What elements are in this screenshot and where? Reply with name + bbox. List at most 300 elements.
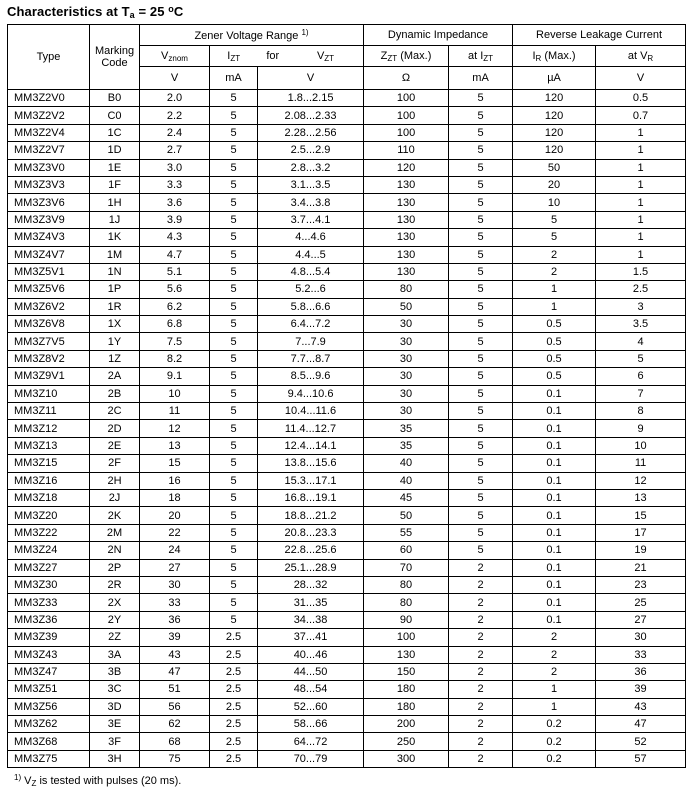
cell-at-izt: 5 <box>449 263 513 280</box>
cell-vzt-range: 1.8...2.15 <box>258 90 364 107</box>
cell-at-vr: 0.5 <box>596 90 686 107</box>
col-header-ir-max <box>513 46 596 67</box>
cell-vzt-range: 40...46 <box>258 646 364 663</box>
table-row <box>8 263 686 280</box>
cell-vznom: 33 <box>140 594 210 611</box>
cell-vzt-range: 22.8...25.6 <box>258 542 364 559</box>
cell-ir-max: 2 <box>513 246 596 263</box>
cell-type: MM3Z24 <box>8 542 90 559</box>
cell-marking-code: B0 <box>90 90 140 107</box>
ir-subscript: R <box>535 53 542 63</box>
cell-izt: 5 <box>210 333 258 350</box>
cell-type: MM3Z43 <box>8 646 90 663</box>
cell-izt: 5 <box>210 90 258 107</box>
cell-vznom: 2.7 <box>140 142 210 159</box>
col-group-reverse-leakage-current: Reverse Leakage Current <box>513 25 686 46</box>
cell-ir-max: 5 <box>513 211 596 228</box>
table-row <box>8 594 686 611</box>
cell-type: MM3Z2V4 <box>8 124 90 141</box>
cell-ir-max: 1 <box>513 298 596 315</box>
cell-zzt-max: 50 <box>364 507 449 524</box>
cell-zzt-max: 30 <box>364 333 449 350</box>
cell-at-vr: 8 <box>596 403 686 420</box>
cell-vznom: 18 <box>140 489 210 506</box>
cell-marking-code: 2Z <box>90 629 140 646</box>
cell-izt: 5 <box>210 124 258 141</box>
table-row <box>8 368 686 385</box>
table-row <box>8 420 686 437</box>
cell-marking-code: 1R <box>90 298 140 315</box>
cell-izt: 5 <box>210 472 258 489</box>
cell-izt: 5 <box>210 524 258 541</box>
cell-ir-max: 0.1 <box>513 576 596 593</box>
cell-vzt-range: 3.1...3.5 <box>258 176 364 193</box>
col-header-zzt-max <box>364 46 449 67</box>
cell-vznom: 6.8 <box>140 316 210 333</box>
cell-vzt-range: 5.2...6 <box>258 281 364 298</box>
table-row <box>8 611 686 628</box>
cell-marking-code: 2E <box>90 437 140 454</box>
cell-zzt-max: 200 <box>364 716 449 733</box>
table-row <box>8 646 686 663</box>
cell-vznom: 12 <box>140 420 210 437</box>
cell-type: MM3Z5V6 <box>8 281 90 298</box>
cell-at-izt: 5 <box>449 489 513 506</box>
cell-type: MM3Z12 <box>8 420 90 437</box>
cell-izt: 5 <box>210 194 258 211</box>
cell-zzt-max: 60 <box>364 542 449 559</box>
cell-at-vr: 15 <box>596 507 686 524</box>
cell-at-vr: 11 <box>596 455 686 472</box>
table-row <box>8 246 686 263</box>
cell-at-vr: 4 <box>596 333 686 350</box>
cell-izt: 5 <box>210 594 258 611</box>
cell-marking-code: 1P <box>90 281 140 298</box>
footnote-vz-subscript: Z <box>31 779 37 789</box>
table-row <box>8 194 686 211</box>
cell-at-izt: 5 <box>449 159 513 176</box>
cell-marking-code: C0 <box>90 107 140 124</box>
cell-type: MM3Z4V7 <box>8 246 90 263</box>
cell-at-vr: 2.5 <box>596 281 686 298</box>
cell-at-vr: 1 <box>596 211 686 228</box>
cell-izt: 5 <box>210 455 258 472</box>
table-row <box>8 159 686 176</box>
cell-ir-max: 0.1 <box>513 437 596 454</box>
cell-marking-code: 1E <box>90 159 140 176</box>
cell-at-izt: 5 <box>449 420 513 437</box>
cell-type: MM3Z6V8 <box>8 316 90 333</box>
cell-ir-max: 1 <box>513 281 596 298</box>
cell-type: MM3Z75 <box>8 750 90 767</box>
table-row <box>8 542 686 559</box>
cell-vzt-range: 9.4...10.6 <box>258 385 364 402</box>
table-row <box>8 663 686 680</box>
cell-vznom: 5.6 <box>140 281 210 298</box>
cell-at-izt: 5 <box>449 124 513 141</box>
cell-marking-code: 2B <box>90 385 140 402</box>
cell-type: MM3Z3V3 <box>8 176 90 193</box>
cell-vzt-range: 70...79 <box>258 750 364 767</box>
cell-ir-max: 1 <box>513 681 596 698</box>
cell-at-vr: 39 <box>596 681 686 698</box>
zzt-symbol: Z <box>380 49 388 62</box>
cell-zzt-max: 100 <box>364 90 449 107</box>
cell-type: MM3Z68 <box>8 733 90 750</box>
col-group-dynamic-impedance: Dynamic Impedance <box>364 25 513 46</box>
cell-at-vr: 3 <box>596 298 686 315</box>
cell-marking-code: 1Y <box>90 333 140 350</box>
cell-izt: 5 <box>210 263 258 280</box>
cell-vznom: 3.9 <box>140 211 210 228</box>
cell-at-vr: 3.5 <box>596 316 686 333</box>
at-vr-symbol: at V <box>627 49 648 62</box>
at-vr-subscript: R <box>647 53 654 63</box>
cell-at-izt: 2 <box>449 698 513 715</box>
cell-izt: 2.5 <box>210 663 258 680</box>
cell-vzt-range: 2.8...3.2 <box>258 159 364 176</box>
cell-ir-max: 0.2 <box>513 750 596 767</box>
cell-vzt-range: 7.7...8.7 <box>258 350 364 367</box>
cell-izt: 2.5 <box>210 750 258 767</box>
cell-vzt-range: 3.4...3.8 <box>258 194 364 211</box>
table-row <box>8 142 686 159</box>
cell-type: MM3Z33 <box>8 594 90 611</box>
cell-ir-max: 0.2 <box>513 733 596 750</box>
table-row <box>8 350 686 367</box>
cell-izt: 5 <box>210 576 258 593</box>
vznom-subscript: znom <box>168 53 188 63</box>
table-row <box>8 559 686 576</box>
cell-type: MM3Z10 <box>8 385 90 402</box>
cell-type: MM3Z18 <box>8 489 90 506</box>
cell-izt: 5 <box>210 420 258 437</box>
cell-vzt-range: 12.4...14.1 <box>258 437 364 454</box>
cell-vzt-range: 58...66 <box>258 716 364 733</box>
cell-zzt-max: 35 <box>364 437 449 454</box>
cell-at-izt: 2 <box>449 576 513 593</box>
cell-zzt-max: 110 <box>364 142 449 159</box>
cell-vznom: 68 <box>140 733 210 750</box>
cell-marking-code: 2K <box>90 507 140 524</box>
cell-vznom: 75 <box>140 750 210 767</box>
cell-vzt-range: 15.3...17.1 <box>258 472 364 489</box>
cell-at-vr: 19 <box>596 542 686 559</box>
cell-ir-max: 0.5 <box>513 316 596 333</box>
cell-zzt-max: 70 <box>364 559 449 576</box>
cell-type: MM3Z9V1 <box>8 368 90 385</box>
cell-zzt-max: 30 <box>364 350 449 367</box>
cell-at-vr: 52 <box>596 733 686 750</box>
cell-ir-max: 120 <box>513 124 596 141</box>
cell-vznom: 4.7 <box>140 246 210 263</box>
cell-marking-code: 1C <box>90 124 140 141</box>
cell-vzt-range: 10.4...11.6 <box>258 403 364 420</box>
unit-izt: mA <box>210 67 258 90</box>
cell-zzt-max: 130 <box>364 646 449 663</box>
cell-marking-code: 1F <box>90 176 140 193</box>
cell-izt: 5 <box>210 211 258 228</box>
cell-vznom: 6.2 <box>140 298 210 315</box>
cell-at-izt: 5 <box>449 333 513 350</box>
cell-at-vr: 43 <box>596 698 686 715</box>
cell-at-izt: 5 <box>449 507 513 524</box>
cell-at-vr: 21 <box>596 559 686 576</box>
cell-type: MM3Z36 <box>8 611 90 628</box>
footnote-marker: 1) <box>14 773 22 783</box>
cell-marking-code: 3D <box>90 698 140 715</box>
table-body <box>8 90 686 768</box>
col-header-izt-for-vzt <box>210 46 364 67</box>
cell-izt: 5 <box>210 229 258 246</box>
cell-marking-code: 1J <box>90 211 140 228</box>
for-label: for <box>266 49 280 62</box>
cell-marking-code: 2Y <box>90 611 140 628</box>
cell-vznom: 7.5 <box>140 333 210 350</box>
cell-at-izt: 2 <box>449 663 513 680</box>
footnote <box>14 773 687 788</box>
cell-at-izt: 5 <box>449 403 513 420</box>
cell-marking-code: 3B <box>90 663 140 680</box>
cell-type: MM3Z2V0 <box>8 90 90 107</box>
cell-vznom: 22 <box>140 524 210 541</box>
cell-vznom: 24 <box>140 542 210 559</box>
cell-vznom: 8.2 <box>140 350 210 367</box>
cell-izt: 5 <box>210 176 258 193</box>
cell-vznom: 3.0 <box>140 159 210 176</box>
cell-at-izt: 5 <box>449 90 513 107</box>
cell-vzt-range: 7...7.9 <box>258 333 364 350</box>
table-row <box>8 576 686 593</box>
cell-vznom: 5.1 <box>140 263 210 280</box>
cell-zzt-max: 130 <box>364 211 449 228</box>
table-row <box>8 385 686 402</box>
cell-at-vr: 10 <box>596 437 686 454</box>
title-temperature: = 25 <box>134 4 169 19</box>
cell-at-vr: 17 <box>596 524 686 541</box>
footnote-vz-symbol: V <box>21 775 32 788</box>
cell-zzt-max: 45 <box>364 489 449 506</box>
cell-marking-code: 3E <box>90 716 140 733</box>
cell-zzt-max: 30 <box>364 316 449 333</box>
cell-vzt-range: 25.1...28.9 <box>258 559 364 576</box>
cell-marking-code: 1D <box>90 142 140 159</box>
cell-ir-max: 1 <box>513 698 596 715</box>
cell-marking-code: 3F <box>90 733 140 750</box>
cell-type: MM3Z51 <box>8 681 90 698</box>
cell-at-izt: 5 <box>449 542 513 559</box>
cell-at-vr: 27 <box>596 611 686 628</box>
cell-at-izt: 5 <box>449 524 513 541</box>
characteristics-table <box>7 24 686 768</box>
page-title <box>7 4 687 20</box>
cell-at-vr: 1 <box>596 159 686 176</box>
col-header-marking-code: Marking Code <box>90 25 140 90</box>
cell-marking-code: 2H <box>90 472 140 489</box>
unit-vzt: V <box>258 67 364 90</box>
cell-type: MM3Z5V1 <box>8 263 90 280</box>
zener-group-label: Zener Voltage Range <box>194 30 299 42</box>
cell-zzt-max: 150 <box>364 663 449 680</box>
table-row <box>8 455 686 472</box>
cell-vznom: 20 <box>140 507 210 524</box>
cell-vzt-range: 4.8...5.4 <box>258 263 364 280</box>
cell-marking-code: 3A <box>90 646 140 663</box>
cell-zzt-max: 80 <box>364 594 449 611</box>
table-row <box>8 716 686 733</box>
cell-ir-max: 0.1 <box>513 611 596 628</box>
cell-type: MM3Z3V9 <box>8 211 90 228</box>
cell-vznom: 62 <box>140 716 210 733</box>
cell-ir-max: 0.1 <box>513 455 596 472</box>
cell-ir-max: 0.1 <box>513 385 596 402</box>
cell-ir-max: 50 <box>513 159 596 176</box>
cell-marking-code: 2R <box>90 576 140 593</box>
cell-at-izt: 5 <box>449 281 513 298</box>
table-row <box>8 437 686 454</box>
table-row <box>8 403 686 420</box>
cell-at-izt: 2 <box>449 681 513 698</box>
cell-ir-max: 0.1 <box>513 542 596 559</box>
cell-at-vr: 0.7 <box>596 107 686 124</box>
cell-izt: 5 <box>210 316 258 333</box>
cell-izt: 5 <box>210 142 258 159</box>
cell-ir-max: 0.1 <box>513 472 596 489</box>
ir-symbol: I <box>532 49 536 62</box>
cell-at-izt: 2 <box>449 750 513 767</box>
cell-marking-code: 2X <box>90 594 140 611</box>
izt-symbol: $I_{ZT}$ <box>227 49 241 63</box>
cell-type: MM3Z7V5 <box>8 333 90 350</box>
cell-marking-code: 1X <box>90 316 140 333</box>
cell-at-izt: 5 <box>449 211 513 228</box>
cell-zzt-max: 100 <box>364 629 449 646</box>
cell-izt: 5 <box>210 559 258 576</box>
cell-zzt-max: 30 <box>364 403 449 420</box>
cell-vzt-range: 6.4...7.2 <box>258 316 364 333</box>
cell-vznom: 3.6 <box>140 194 210 211</box>
cell-vzt-range: 2.08...2.33 <box>258 107 364 124</box>
cell-vzt-range: 2.28...2.56 <box>258 124 364 141</box>
cell-type: MM3Z3V0 <box>8 159 90 176</box>
cell-vzt-range: 4...4.6 <box>258 229 364 246</box>
cell-at-vr: 7 <box>596 385 686 402</box>
cell-izt: 5 <box>210 281 258 298</box>
cell-vznom: 2.4 <box>140 124 210 141</box>
cell-marking-code: 2F <box>90 455 140 472</box>
cell-vzt-range: 44...50 <box>258 663 364 680</box>
cell-ir-max: 0.1 <box>513 507 596 524</box>
table-row <box>8 733 686 750</box>
table-row <box>8 211 686 228</box>
cell-vznom: 43 <box>140 646 210 663</box>
cell-at-vr: 47 <box>596 716 686 733</box>
cell-ir-max: 0.5 <box>513 333 596 350</box>
table-row <box>8 333 686 350</box>
cell-type: MM3Z27 <box>8 559 90 576</box>
cell-marking-code: 2M <box>90 524 140 541</box>
cell-izt: 5 <box>210 298 258 315</box>
cell-at-vr: 1.5 <box>596 263 686 280</box>
cell-type: MM3Z62 <box>8 716 90 733</box>
cell-ir-max: 0.1 <box>513 489 596 506</box>
cell-vzt-range: 20.8...23.3 <box>258 524 364 541</box>
cell-zzt-max: 40 <box>364 455 449 472</box>
cell-izt: 2.5 <box>210 733 258 750</box>
cell-type: MM3Z20 <box>8 507 90 524</box>
cell-type: MM3Z30 <box>8 576 90 593</box>
unit-at-vr: V <box>596 67 686 90</box>
cell-zzt-max: 35 <box>364 420 449 437</box>
cell-at-vr: 30 <box>596 629 686 646</box>
cell-at-izt: 2 <box>449 733 513 750</box>
table-row <box>8 489 686 506</box>
degree-symbol: o <box>168 4 174 14</box>
cell-ir-max: 0.1 <box>513 403 596 420</box>
cell-at-vr: 1 <box>596 124 686 141</box>
cell-izt: 5 <box>210 437 258 454</box>
cell-marking-code: 2D <box>90 420 140 437</box>
cell-at-izt: 5 <box>449 298 513 315</box>
cell-at-izt: 5 <box>449 368 513 385</box>
cell-vzt-range: 31...35 <box>258 594 364 611</box>
cell-type: MM3Z47 <box>8 663 90 680</box>
cell-at-izt: 5 <box>449 194 513 211</box>
cell-ir-max: 0.5 <box>513 350 596 367</box>
unit-vznom: V <box>140 67 210 90</box>
cell-marking-code: 1M <box>90 246 140 263</box>
cell-izt: 5 <box>210 368 258 385</box>
cell-vzt-range: 64...72 <box>258 733 364 750</box>
cell-type: MM3Z2V7 <box>8 142 90 159</box>
table-row <box>8 524 686 541</box>
cell-vznom: 3.3 <box>140 176 210 193</box>
cell-at-vr: 1 <box>596 246 686 263</box>
cell-ir-max: 10 <box>513 194 596 211</box>
cell-type: MM3Z13 <box>8 437 90 454</box>
cell-izt: 5 <box>210 107 258 124</box>
cell-izt: 5 <box>210 159 258 176</box>
cell-vzt-range: 52...60 <box>258 698 364 715</box>
cell-type: MM3Z39 <box>8 629 90 646</box>
cell-at-izt: 5 <box>449 455 513 472</box>
cell-at-izt: 2 <box>449 646 513 663</box>
cell-at-izt: 2 <box>449 611 513 628</box>
cell-marking-code: 3C <box>90 681 140 698</box>
cell-zzt-max: 55 <box>364 524 449 541</box>
table-row <box>8 698 686 715</box>
cell-at-izt: 5 <box>449 472 513 489</box>
title-subscript-a: a <box>129 10 135 20</box>
cell-type: MM3Z4V3 <box>8 229 90 246</box>
cell-at-izt: 5 <box>449 385 513 402</box>
cell-zzt-max: 130 <box>364 229 449 246</box>
cell-marking-code: 2P <box>90 559 140 576</box>
cell-zzt-max: 300 <box>364 750 449 767</box>
cell-ir-max: 0.1 <box>513 559 596 576</box>
cell-marking-code: 2N <box>90 542 140 559</box>
cell-at-izt: 5 <box>449 246 513 263</box>
cell-vznom: 39 <box>140 629 210 646</box>
cell-vznom: 56 <box>140 698 210 715</box>
unit-zzt: Ω <box>364 67 449 90</box>
cell-marking-code: 1K <box>90 229 140 246</box>
zzt-subscript: ZT <box>387 53 398 63</box>
cell-zzt-max: 50 <box>364 298 449 315</box>
table-row <box>8 750 686 767</box>
at-izt-symbol: at I <box>467 49 484 62</box>
cell-at-izt: 5 <box>449 437 513 454</box>
